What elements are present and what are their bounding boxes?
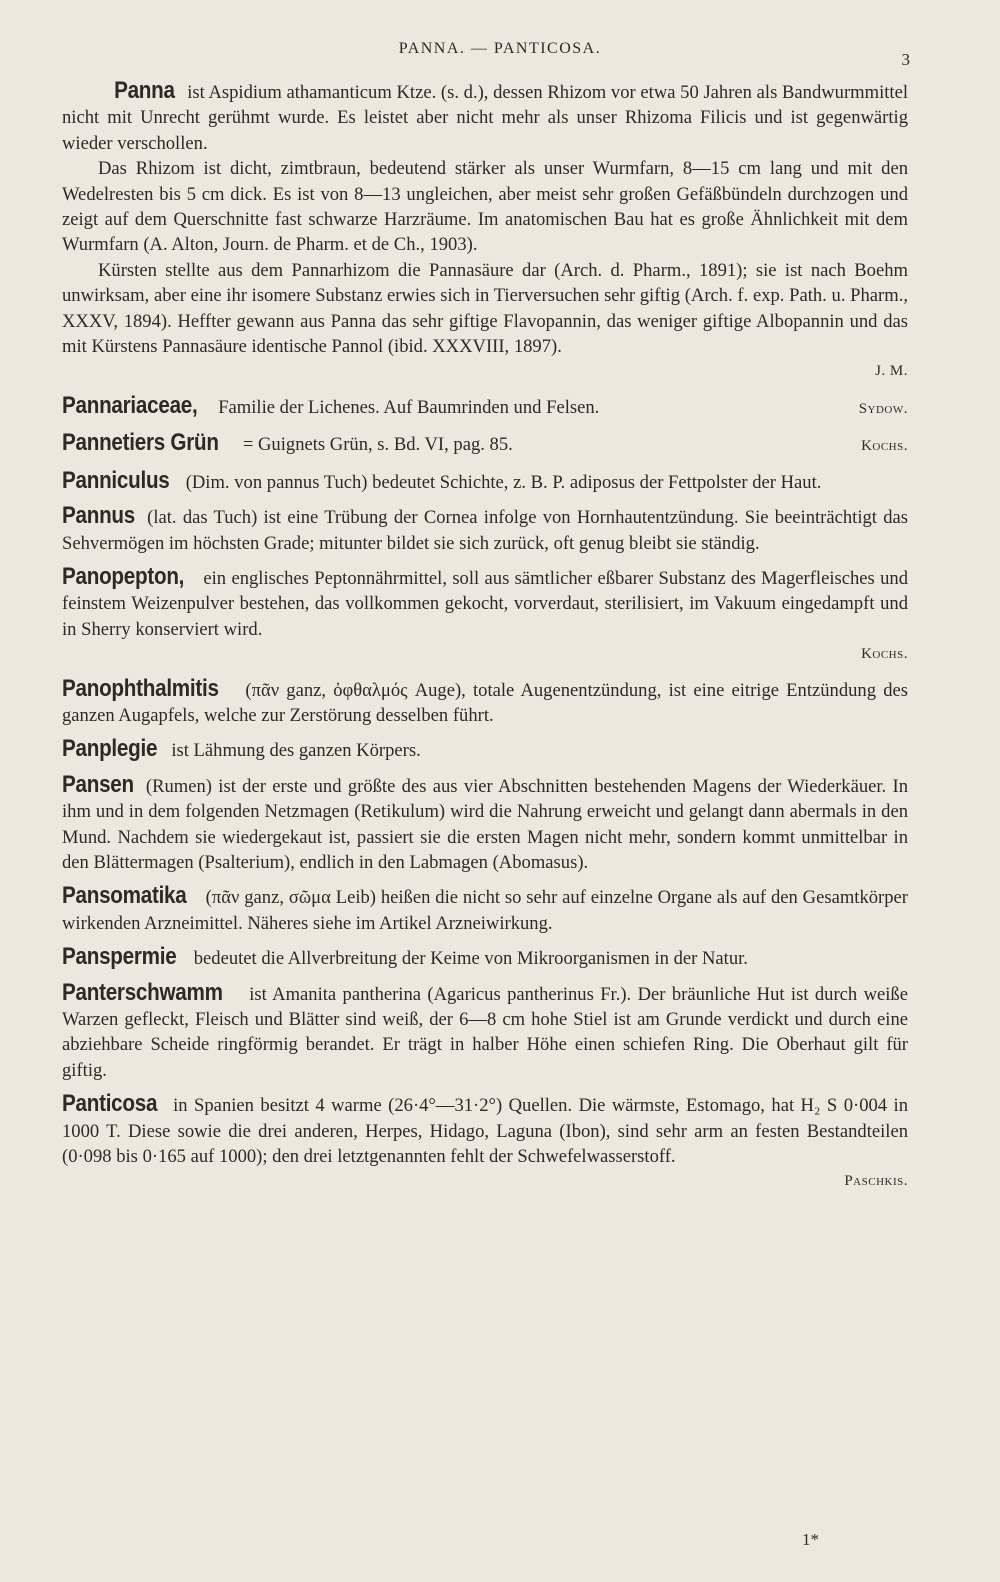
entry-pannariaceae — [62, 393, 908, 422]
headword: Panna — [114, 77, 175, 104]
entry-panophthalmitis — [62, 676, 908, 729]
entry-author: Paschkis. — [844, 1173, 908, 1190]
entry-pannetiers-gruen — [62, 430, 908, 459]
entry-paragraph — [62, 676, 908, 729]
signature-mark: 1* — [802, 1530, 819, 1549]
entry-paragraph — [62, 430, 908, 457]
entry-panticosa — [62, 1091, 908, 1195]
headword: Pannetiers Grün — [62, 429, 219, 457]
headword: Pansen — [62, 770, 134, 798]
headword: Panspermie — [62, 943, 177, 971]
entry-paragraph — [62, 503, 908, 556]
entry-paragraph — [62, 1091, 908, 1169]
entry-paragraph: Kürsten stellte aus dem Pannarhizom die Pannasäure dar (Arch. d. Pharm., 1891); sie ist nach Boehm unwirksam, aber eine ihr isomere Substanz erwies sich in Tierversuchen sehr giftig (Arch. f. exp. Path. u. Pharm., XXXV, 1894). Heffter gewann aus Panna das sehr giftige Flavopannin, das weniger giftige Albopannin und das mit Kürstens Pannasäure identische Pannol (ibid. XXXVIII, 1897). — [62, 259, 908, 358]
entry-text: ist Lähmung des ganzen Körpers. — [171, 740, 421, 762]
entry-paragraph: Das Rhizom ist dicht, zimtbraun, bedeutend stärker als unser Wurmfarn, 8—15 cm lang und mit den Wedelresten bis 5 cm dick. Es ist von 8—13 ungleichen, aber meist sehr großen Gefäßbündeln durchzogen und zeigt auf dem Querschnitte fast schwarze Harzräume. Im anatomischen Bau hat es große Ähnlichkeit mit dem Wurmfarn (A. Alton, Journ. de Pharm. et de Ch., 1903). — [62, 158, 908, 256]
headword: Panniculus — [62, 466, 170, 494]
entry-paragraph — [62, 944, 908, 971]
headword: Panterschwamm — [62, 978, 223, 1006]
entry-author: Sydow. — [858, 400, 908, 417]
page-number: 3 — [901, 50, 910, 69]
entry-text: = Guignets Grün, s. Bd. VI, pag. 85. — [242, 434, 513, 456]
entry-text: (lat. das Tuch) ist eine Trübung der Cornea infolge von Hornhautentzündung. Sie beeinträchtigt das Sehvermögen im höchsten Grade; mitunter bildet sie sich zurück, oft genug bleibt sie ständig. — [62, 507, 908, 554]
entry-author: Kochs. — [861, 438, 908, 455]
running-title: PANNA. — PANTICOSA. — [398, 40, 602, 57]
entry-text: ist Amanita pantherina (Agaricus pantherinus Fr.). Der bräunliche Hut ist durch weiße Warzen gefleckt, Fleisch und Blätter sind weiß, der 6—8 cm hohe Stiel ist am Grunde verdickt und durch eine abziehbare Scheide ringförmig berandet. Er trägt in halber Höhe einen schiefen Ring. Die Oberhaut gilt für giftig. — [62, 983, 908, 1081]
headword: Panticosa — [62, 1090, 158, 1118]
entry-panna — [62, 78, 908, 385]
entry-panterschwamm — [62, 980, 908, 1084]
entry-panspermie — [62, 944, 908, 971]
entry-paragraph — [62, 736, 908, 763]
headword: Panplegie — [62, 735, 158, 763]
entry-panplegie — [62, 736, 908, 763]
entry-paragraph — [62, 78, 908, 156]
entry-text: Familie der Lichenes. Auf Baumrinden und Felsen. — [218, 396, 600, 418]
entry-panniculus — [62, 468, 908, 495]
headword: Pannus — [62, 502, 136, 530]
entry-author: Kochs. — [861, 646, 908, 663]
entry-text: (Rumen) ist der erste und größte des aus vier Abschnitten bestehenden Magens der Wiederkäuer. In ihm und in dem folgenden Netzmagen (Retikulum) wird die Nahrung erweicht und gelangt dann abermals in den Mund. Nachdem sie wiedergekaut ist, passiert sie die ersten Magen nicht mehr, sondern kommt unmittelbar in den Blättermagen (Psalterium), endlich in den Labmagen (Abomasus). — [62, 775, 908, 873]
headword: Pannariaceae, — [62, 391, 198, 419]
headword: Pansomatika — [62, 882, 187, 910]
entry-panopepton — [62, 564, 908, 668]
entry-pansen — [62, 772, 908, 876]
entry-paragraph — [62, 883, 908, 936]
entry-text: (πᾶν ganz, ὀφθαλμός Auge), totale Augenentzündung, ist eine eitrige Entzündung des ganzen Augapfels, welche zur Zerstörung desselben führt. — [62, 679, 908, 726]
entry-author: J. M. — [875, 363, 908, 380]
entry-paragraph — [62, 772, 908, 876]
entry-paragraph — [62, 564, 908, 642]
entry-paragraph — [62, 980, 908, 1084]
entry-text: in Spanien besitzt 4 warme (26·4°—31·2°) Quellen. Die wärmste, Estomago, hat H₂ S 0·004 in 1000 T. Diese sowie die drei anderen, Herpes, Hidago, Laguna (Ibon), sind sehr arm an festen Bestandteilen (0·098 bis 0·165 auf 1000); den drei letztgenannten fehlt der Schwefelwasserstoff. — [62, 1095, 908, 1168]
headword: Panophthalmitis — [62, 674, 219, 702]
page-body — [62, 78, 908, 1203]
entry-text: ist Aspidium athamanticum Ktze. (s. d.), dessen Rhizom vor etwa 50 Jahren als Bandwurmmittel nicht mit Unrecht gerühmt wurde. Es leistet aber nicht mehr als unser Rhizoma Filicis und ist gegenwärtig wieder verschollen. — [62, 82, 908, 154]
headword: Panopepton, — [62, 562, 185, 590]
entry-paragraph — [62, 468, 908, 495]
entry-text: ein englisches Peptonnährmittel, soll aus sämtlicher eßbarer Substanz des Magerfleisches und feinstem Weizenpulver bestehen, das vollkommen gekocht, vorverdaut, sterilisiert, im Vakuum eingedampft und in Sherry konserviert wird. — [62, 567, 909, 640]
entry-text: bedeutet die Allverbreitung der Keime von Mikroorganismen in der Natur. — [193, 948, 748, 970]
entry-pansomatika — [62, 883, 908, 936]
entry-pannus — [62, 503, 908, 556]
entry-text: (Dim. von pannus Tuch) bedeutet Schichte, z. B. P. adiposus der Fettpolster der Haut. — [185, 471, 822, 493]
entry-paragraph — [62, 393, 908, 420]
entry-text: (πᾶν ganz, σῶμα Leib) heißen die nicht so sehr auf einzelne Organe als auf den Gesamtkörper wirkenden Arzneimittel. Näheres siehe im Artikel Arzneiwirkung. — [62, 887, 908, 934]
